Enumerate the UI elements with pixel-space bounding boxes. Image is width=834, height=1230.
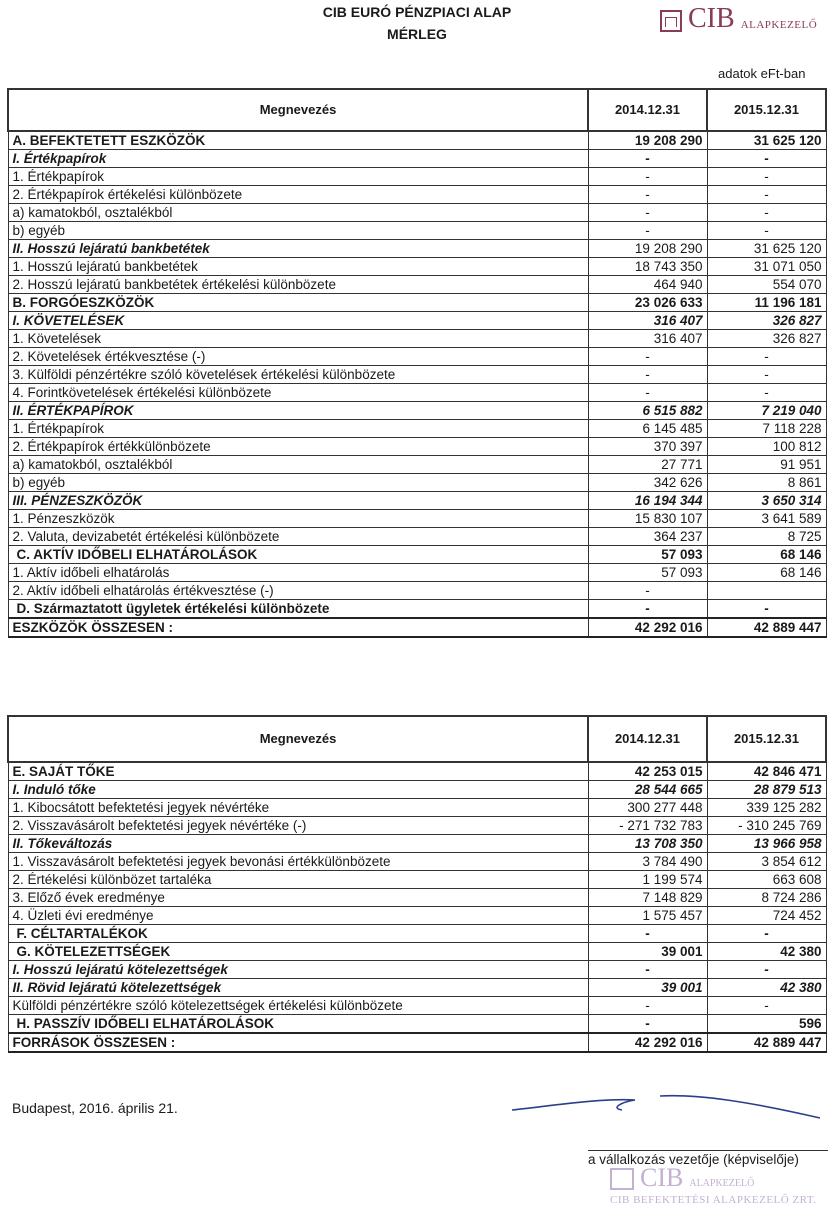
value-2015: -	[707, 186, 826, 204]
table-row	[8, 312, 826, 330]
row-label: F. CÉLTARTALÉKOK	[8, 925, 588, 943]
row-label: 2. Értékelési különbözet tartaléka	[8, 871, 588, 889]
row-label: 3. Külföldi pénzértékre szóló követelések értékelési különbözete	[8, 366, 588, 384]
row-label: II. ÉRTÉKPAPÍROK	[8, 402, 588, 420]
value-2014: 364 237	[588, 528, 707, 546]
row-label: b) egyéb	[8, 222, 588, 240]
row-label: II. Rövid lejáratú kötelezettségek	[8, 979, 588, 997]
value-2014: 27 771	[588, 456, 707, 474]
value-2015: 663 608	[707, 871, 826, 889]
value-2014: -	[588, 150, 707, 168]
row-label: I. KÖVETELÉSEK	[8, 312, 588, 330]
value-2015: 326 827	[707, 312, 826, 330]
table-row	[8, 456, 826, 474]
value-2014: -	[588, 204, 707, 222]
table-row	[8, 384, 826, 402]
value-2015: -	[707, 222, 826, 240]
table-row	[8, 168, 826, 186]
value-2015: -	[707, 384, 826, 402]
stamp-main-text: CIB	[640, 1163, 684, 1192]
table-row	[8, 582, 826, 600]
table-row	[8, 510, 826, 528]
cib-logo	[660, 3, 818, 34]
table-row	[8, 528, 826, 546]
company-stamp	[610, 1163, 817, 1206]
value-2014: -	[588, 384, 707, 402]
signature-caption: a vállalkozás vezetője (képviselője)	[588, 1152, 799, 1167]
value-2014: 42 292 016	[588, 618, 707, 637]
value-2015: 3 650 314	[707, 492, 826, 510]
value-2014: -	[588, 222, 707, 240]
value-2015: 8 724 286	[707, 889, 826, 907]
row-label: H. PASSZÍV IDŐBELI ELHATÁROLÁSOK	[8, 1015, 588, 1034]
table-row	[8, 600, 826, 619]
row-label: ESZKÖZÖK ÖSSZESEN :	[8, 618, 588, 637]
value-2015: -	[707, 600, 826, 619]
row-label: 4. Üzleti évi eredménye	[8, 907, 588, 925]
value-2014: 57 093	[588, 564, 707, 582]
value-2014: 370 397	[588, 438, 707, 456]
table-row	[8, 1033, 826, 1052]
value-2014: -	[588, 366, 707, 384]
row-label: B. FORGÓESZKÖZÖK	[8, 294, 588, 312]
row-label: I. Értékpapírok	[8, 150, 588, 168]
value-2015: 42 889 447	[707, 618, 826, 637]
table-row	[8, 294, 826, 312]
value-2014: 15 830 107	[588, 510, 707, 528]
table-row	[8, 979, 826, 997]
stamp-sub-text: ALAPKEZELŐ	[689, 1178, 755, 1189]
value-2014: -	[588, 582, 707, 600]
value-2014: 16 194 344	[588, 492, 707, 510]
value-2014: 18 743 350	[588, 258, 707, 276]
table-row	[8, 1015, 826, 1034]
table-row	[8, 907, 826, 925]
assets-table	[7, 88, 827, 638]
value-2014: -	[588, 925, 707, 943]
value-2014: 39 001	[588, 943, 707, 961]
place-date: Budapest, 2016. április 21.	[12, 1100, 178, 1116]
value-2014: -	[588, 168, 707, 186]
table-row	[8, 943, 826, 961]
row-label: 1. Hosszú lejáratú bankbetétek	[8, 258, 588, 276]
value-2015: -	[707, 204, 826, 222]
value-2014: 28 544 665	[588, 781, 707, 799]
value-2015: 3 641 589	[707, 510, 826, 528]
row-label: 1. Visszavásárolt befektetési jegyek bevonási értékkülönbözete	[8, 853, 588, 871]
table-row	[8, 204, 826, 222]
table-row	[8, 150, 826, 168]
value-2014: 19 208 290	[588, 240, 707, 258]
row-label: FORRÁSOK ÖSSZESEN :	[8, 1033, 588, 1052]
value-2015: -	[707, 150, 826, 168]
value-2014: 464 940	[588, 276, 707, 294]
row-label: 2. Visszavásárolt befektetési jegyek névértéke (-)	[8, 817, 588, 835]
table-row	[8, 546, 826, 564]
value-2015: - 310 245 769	[707, 817, 826, 835]
value-2015: 31 071 050	[707, 258, 826, 276]
value-2015: -	[707, 168, 826, 186]
row-label: II. Tőkeváltozás	[8, 835, 588, 853]
row-label: b) egyéb	[8, 474, 588, 492]
value-2015: 724 452	[707, 907, 826, 925]
table-row	[8, 762, 826, 781]
table-row	[8, 186, 826, 204]
value-2015: 100 812	[707, 438, 826, 456]
row-label: Külföldi pénzértékre szóló kötelezettségek értékelési különbözete	[8, 997, 588, 1015]
row-label: 2. Aktív időbeli elhatárolás értékvesztése (-)	[8, 582, 588, 600]
row-label: G. KÖTELEZETTSÉGEK	[8, 943, 588, 961]
value-2014: 300 277 448	[588, 799, 707, 817]
table-row	[8, 222, 826, 240]
value-2014: 1 199 574	[588, 871, 707, 889]
table-row	[8, 961, 826, 979]
table-row	[8, 492, 826, 510]
units-note: adatok eFt-ban	[718, 66, 806, 81]
value-2015: 42 380	[707, 943, 826, 961]
row-label: 2. Hosszú lejáratú bankbetétek értékelési különbözete	[8, 276, 588, 294]
table-row	[8, 871, 826, 889]
table-row	[8, 997, 826, 1015]
value-2015: -	[707, 997, 826, 1015]
value-2014: 6 145 485	[588, 420, 707, 438]
table-row	[8, 564, 826, 582]
value-2014: 23 026 633	[588, 294, 707, 312]
row-label: 3. Előző évek eredménye	[8, 889, 588, 907]
liabilities-header-row	[8, 716, 826, 762]
cib-logo-icon	[660, 10, 682, 32]
table-row	[8, 835, 826, 853]
value-2015: 339 125 282	[707, 799, 826, 817]
row-label: 4. Forintkövetelések értékelési különbözete	[8, 384, 588, 402]
row-label: 2. Értékpapírok értékkülönbözete	[8, 438, 588, 456]
value-2015: 596	[707, 1015, 826, 1034]
table-row	[8, 420, 826, 438]
value-2015: -	[707, 961, 826, 979]
row-label: a) kamatokból, osztalékból	[8, 204, 588, 222]
table-row	[8, 853, 826, 871]
col-2014-header: 2014.12.31	[588, 89, 707, 131]
table-row	[8, 474, 826, 492]
value-2015: 8 861	[707, 474, 826, 492]
table-row	[8, 276, 826, 294]
stamp-logo-icon	[610, 1168, 634, 1190]
value-2014: -	[588, 186, 707, 204]
col-name-header: Megnevezés	[8, 716, 588, 762]
col-name-header: Megnevezés	[8, 89, 588, 131]
value-2014: 6 515 882	[588, 402, 707, 420]
table-row	[8, 925, 826, 943]
value-2014: -	[588, 997, 707, 1015]
value-2014: 19 208 290	[588, 131, 707, 150]
table-row	[8, 799, 826, 817]
value-2014: 3 784 490	[588, 853, 707, 871]
table-row	[8, 366, 826, 384]
signature-line	[588, 1150, 828, 1151]
value-2015: 68 146	[707, 546, 826, 564]
value-2014: - 271 732 783	[588, 817, 707, 835]
signature	[510, 1088, 830, 1128]
logo-main-text: CIB	[688, 3, 735, 34]
col-2014-header: 2014.12.31	[588, 716, 707, 762]
value-2015: 7 219 040	[707, 402, 826, 420]
row-label: C. AKTÍV IDŐBELI ELHATÁROLÁSOK	[8, 546, 588, 564]
row-label: 2. Valuta, devizabetét értékelési különbözete	[8, 528, 588, 546]
table-row	[8, 240, 826, 258]
col-2015-header: 2015.12.31	[707, 716, 826, 762]
table-row	[8, 131, 826, 150]
value-2014: 342 626	[588, 474, 707, 492]
row-label: E. SAJÁT TŐKE	[8, 762, 588, 781]
row-label: I. Induló tőke	[8, 781, 588, 799]
row-label: 1. Kibocsátott befektetési jegyek névértéke	[8, 799, 588, 817]
value-2015: 68 146	[707, 564, 826, 582]
table-row	[8, 781, 826, 799]
value-2014: 42 292 016	[588, 1033, 707, 1052]
table-row	[8, 438, 826, 456]
row-label: a) kamatokból, osztalékból	[8, 456, 588, 474]
value-2015: 7 118 228	[707, 420, 826, 438]
value-2015: 554 070	[707, 276, 826, 294]
value-2015: 31 625 120	[707, 240, 826, 258]
value-2014: 13 708 350	[588, 835, 707, 853]
row-label: III. PÉNZESZKÖZÖK	[8, 492, 588, 510]
value-2015: 91 951	[707, 456, 826, 474]
row-label: A. BEFEKTETETT ESZKÖZÖK	[8, 131, 588, 150]
value-2015: 3 854 612	[707, 853, 826, 871]
row-label: 2. Követelések értékvesztése (-)	[8, 348, 588, 366]
row-label: 1. Értékpapírok	[8, 168, 588, 186]
value-2014: 1 575 457	[588, 907, 707, 925]
value-2015: -	[707, 925, 826, 943]
value-2015: -	[707, 348, 826, 366]
value-2015: 28 879 513	[707, 781, 826, 799]
stamp-company-line: CIB BEFEKTETÉSI ALAPKEZELŐ ZRT.	[610, 1194, 817, 1206]
value-2014: -	[588, 1015, 707, 1034]
col-2015-header: 2015.12.31	[707, 89, 826, 131]
value-2014: 316 407	[588, 330, 707, 348]
row-label: D. Származtatott ügyletek értékelési különbözete	[8, 600, 588, 619]
table-row	[8, 618, 826, 637]
value-2015: 42 380	[707, 979, 826, 997]
table-row	[8, 330, 826, 348]
row-label: 2. Értékpapírok értékelési különbözete	[8, 186, 588, 204]
value-2015: 13 966 958	[707, 835, 826, 853]
value-2015: 31 625 120	[707, 131, 826, 150]
value-2014: 7 148 829	[588, 889, 707, 907]
table-row	[8, 348, 826, 366]
value-2014: 39 001	[588, 979, 707, 997]
table-row	[8, 402, 826, 420]
row-label: II. Hosszú lejáratú bankbetétek	[8, 240, 588, 258]
table-row	[8, 258, 826, 276]
table-row	[8, 817, 826, 835]
value-2015: 326 827	[707, 330, 826, 348]
row-label: 1. Pénzeszközök	[8, 510, 588, 528]
value-2015: -	[707, 366, 826, 384]
row-label: 1. Követelések	[8, 330, 588, 348]
value-2014: 42 253 015	[588, 762, 707, 781]
value-2014: -	[588, 961, 707, 979]
document-subtitle: MÉRLEG	[387, 26, 447, 42]
value-2014: 57 093	[588, 546, 707, 564]
liabilities-table	[7, 715, 827, 1053]
value-2015: 42 889 447	[707, 1033, 826, 1052]
value-2015	[707, 582, 826, 600]
value-2015: 42 846 471	[707, 762, 826, 781]
value-2014: -	[588, 600, 707, 619]
assets-header-row	[8, 89, 826, 131]
value-2015: 8 725	[707, 528, 826, 546]
value-2014: -	[588, 348, 707, 366]
logo-sub-text: ALAPKEZELŐ	[740, 19, 818, 31]
row-label: I. Hosszú lejáratú kötelezettségek	[8, 961, 588, 979]
value-2015: 11 196 181	[707, 294, 826, 312]
value-2014: 316 407	[588, 312, 707, 330]
table-row	[8, 889, 826, 907]
row-label: 1. Aktív időbeli elhatárolás	[8, 564, 588, 582]
document-title: CIB EURÓ PÉNZPIACI ALAP	[322, 4, 512, 20]
row-label: 1. Értékpapírok	[8, 420, 588, 438]
